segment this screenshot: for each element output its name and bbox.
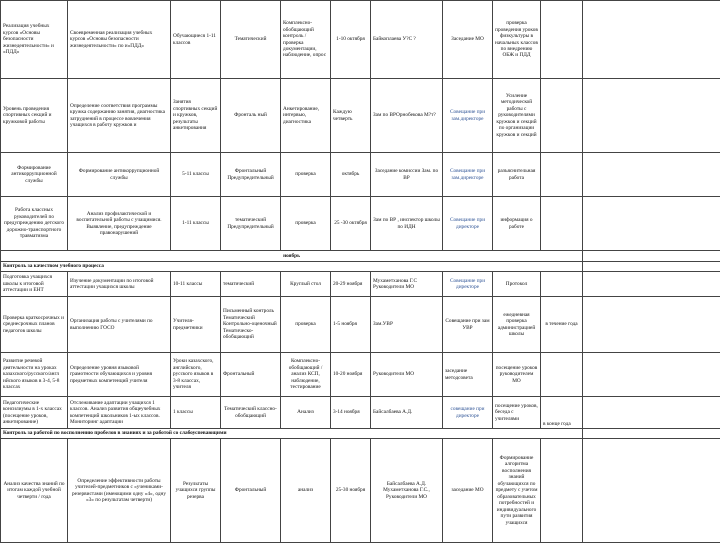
cell-goal: Своевременная реализация учебных курсов «Основы безопасности жизнедеятельности» по и«ПДД» (68, 1, 171, 79)
table-row (1, 397, 720, 429)
table-row (1, 272, 720, 297)
cell-responsible: Заседание комиссии Зам. по ВР (371, 153, 443, 197)
cell-type: Тематический классно-обобщающий (221, 397, 281, 429)
cell-method: Комплексно-обобщающий контроль / проверка документации, наблюдение, опрос (281, 1, 331, 79)
cell-topic: Подготовка учащихся школы к итоговой аттестации и ЕНТ (1, 272, 68, 297)
month-title: ноябрь (1, 251, 583, 262)
cell-date: 25-30 ноября (331, 439, 371, 543)
cell-review: Совещание при директоре (443, 197, 493, 251)
cell-date: 20-29 ноября (331, 272, 371, 297)
cell-method: Анкетирование, интервью, диагностика (281, 79, 331, 153)
cell-responsible: Байсалбаева А.Д. Мухаметханова Г.С., Руководители МО (371, 439, 443, 543)
cell-method: Круглый стол (281, 272, 331, 297)
cell-method: Анализ (281, 397, 331, 429)
cell-goal: Изучение документации по итоговой аттестации учащихся школы (68, 272, 171, 297)
cell-topic: Уровень проведения спортивных секций и кружковой работы (1, 79, 68, 153)
cell-note (541, 153, 583, 197)
cell-method: проверка (281, 297, 331, 353)
cell-date: 1-10 октября (331, 1, 371, 79)
cell-type: Тематический (221, 1, 281, 79)
cell-note (541, 353, 583, 397)
cell-object: Учителя-предметники (171, 297, 221, 353)
month-header-row (1, 251, 720, 262)
cell-method: Комплексно-обобщающий / анализ КСП, наблюдение, тестирование (281, 353, 331, 397)
cell-topic: Формирование антикоррупционной службы (1, 153, 68, 197)
cell-object: Уроки казахского, английского, русского языков в 3-8 классах, учителя (171, 353, 221, 397)
cell-type: Фронтальный (221, 439, 281, 543)
cell-date: 25 -30 октября (331, 197, 371, 251)
cell-date: 1-5 ноября (331, 297, 371, 353)
cell-date: октябрь (331, 153, 371, 197)
cell-topic: Работа классных руководителей по предупреждению детского дорожно-транспортного травматизма (1, 197, 68, 251)
cell-type: Фронтальный (221, 353, 281, 397)
cell-responsible: Мухаметханова Г.С Руководители МО (371, 272, 443, 297)
table-row (1, 439, 720, 543)
cell-review: Совещание при директоре (443, 272, 493, 297)
cell-note (541, 272, 583, 297)
cell-goal: Определение уровня языковой грамотности обучающихся и уровня предметных компетенций учителя (68, 353, 171, 397)
cell-type: Письменный контроль Тематический Контрольно-оценочный Тематическо-обобщающий (221, 297, 281, 353)
table-row (1, 197, 720, 251)
cell-responsible: Байкоплаева У?С ? (371, 1, 443, 79)
section-title: Контроль за качеством учебного процесса (1, 262, 583, 272)
cell-note (541, 439, 583, 543)
cell-date: Каждую четверть (331, 79, 371, 153)
cell-decision: информация о работе (493, 197, 541, 251)
table-row (1, 1, 720, 79)
cell-topic: Анализ качества знаний по итогам каждой учебной четверти / года (1, 439, 68, 543)
cell-method: проверка (281, 153, 331, 197)
cell-object: 1-11 классы (171, 197, 221, 251)
cell-responsible: Байсалбаева А.Д. (371, 397, 443, 429)
cell-date: 10-20 ноября (331, 353, 371, 397)
cell-goal: Организация работы с учителями по выполнению ГОСО (68, 297, 171, 353)
cell-note (541, 79, 583, 153)
cell-topic: Реализация учебных курсов «Основы безопасности жизнедеятельности» и «ПДД» (1, 1, 68, 79)
cell-type: Фронталь ный (221, 79, 281, 153)
cell-type: тематический (221, 272, 281, 297)
cell-responsible: Руководители МО (371, 353, 443, 397)
cell-decision: посещение уроков руководителем МО (493, 353, 541, 397)
cell-decision: ежедневная проверка администрацией школы (493, 297, 541, 353)
cell-object: 1 классы (171, 397, 221, 429)
cell-object: 5-11 классы (171, 153, 221, 197)
cell-goal: Определение эффективности работы учителей-предметников с «учениками-резервистами (имеющими одну «4», одну «3» по результатам четверти) (68, 439, 171, 543)
cell-object: 10-11 классы (171, 272, 221, 297)
cell-review: заседание МО (443, 439, 493, 543)
cell-responsible: Зам по ВР , инспектор школы по ИДН (371, 197, 443, 251)
cell-note (541, 197, 583, 251)
cell-decision: Протокол (493, 272, 541, 297)
cell-decision: проверка проведения уроков физкультуры в начальных классов по внедрению ОБЖ и ПДД (493, 1, 541, 79)
cell-decision: разъяснительная работа (493, 153, 541, 197)
cell-method: проверка (281, 197, 331, 251)
cell-goal: Формирование антикоррупционной службы (68, 153, 171, 197)
section-header-row (1, 429, 720, 439)
cell-topic: Педагогические консилиумы в 1-х классах (посещение уроков, анкетирование) (1, 397, 68, 429)
cell-responsible: Зам по ВРОрнобекова М?т? (371, 79, 443, 153)
cell-topic: Развитие речевой деятельности на уроках казахского/русского/англ ийского языков в 3-4, 5-8 классах (1, 353, 68, 397)
section-header-row (1, 262, 720, 272)
cell-decision: Формирование алгоритма восполнения знаний обучающихся по предмету с учетом образовательных потребностей и индивидуального пути развития учащихся (493, 439, 541, 543)
table-row (1, 153, 720, 197)
table-row (1, 297, 720, 353)
cell-topic: Проверка краткосрочных и среднесрочных планов педагогов школы (1, 297, 68, 353)
cell-decision: посещение уроков, беседа с учителями (493, 397, 541, 429)
cell-note: в течение года (541, 297, 583, 353)
cell-review: Заседание МО (443, 1, 493, 79)
table-row (1, 79, 720, 153)
cell-goal: Анализ профилактической и воспитательной работы с учащимися. Выявление, предупреждение правонарушений (68, 197, 171, 251)
cell-review: Совещание при зам УВР (443, 297, 493, 353)
table-row (1, 353, 720, 397)
cell-method: анализ (281, 439, 331, 543)
cell-decision: Усиление методической работы с руководителями кружков и секций по организации кружков и секций (493, 79, 541, 153)
cell-goal: Отслеживание адаптации учащихся 1 классов. Анализ развития общеучебных компетенций школьников 1-ых классов. Мониторинг адаптации (68, 397, 171, 429)
section-title: Контроль за работой по восполнению пробелов в знаниях и за работой со слабоуспевающими (1, 429, 583, 439)
cell-responsible: Зам.УВР (371, 297, 443, 353)
cell-type: Фронтальный Предупредительный (221, 153, 281, 197)
cell-goal: Определение соответствия программы кружка содержанию занятия, диагностика затруднений в процессе вовлечения учащихся в работу кружков и (68, 79, 171, 153)
cell-object: Результаты учащихся группы резерва (171, 439, 221, 543)
cell-note: в конце года (541, 397, 583, 429)
cell-review: совещание при директоре (443, 397, 493, 429)
cell-object: Занятия спортивных секций и кружков, результаты анкетирования (171, 79, 221, 153)
cell-review: заседание методсовета (443, 353, 493, 397)
cell-note (541, 1, 583, 79)
cell-object: Обучающиеся 1-11 классов (171, 1, 221, 79)
cell-type: тематический Предупредительный (221, 197, 281, 251)
cell-date: 3-14 ноября (331, 397, 371, 429)
cell-review: Совещание при зам.директоре (443, 153, 493, 197)
cell-review: Совещание при зам.директоре (443, 79, 493, 153)
